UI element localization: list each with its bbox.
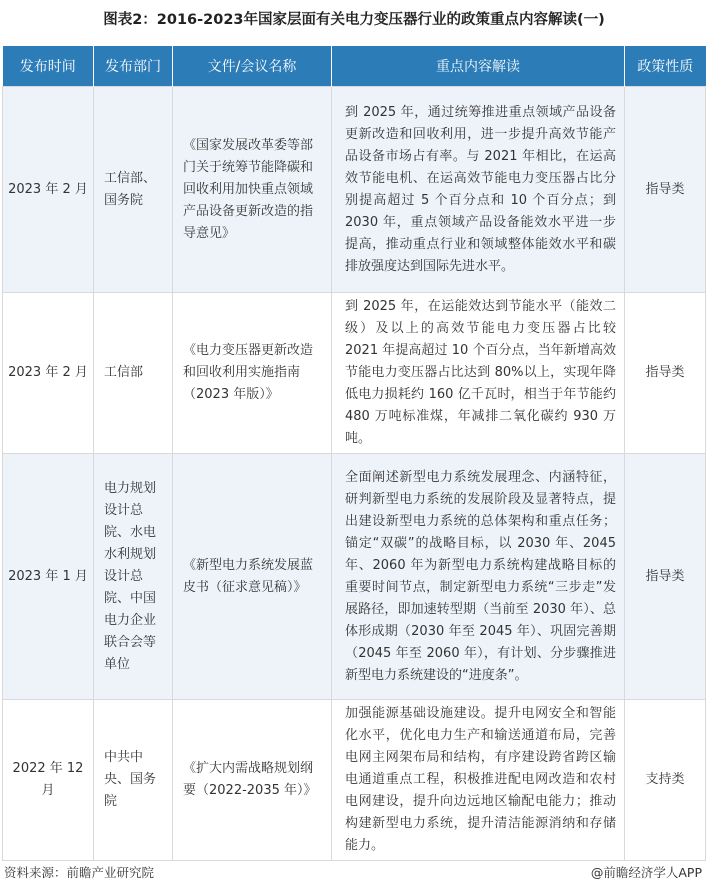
cell-dept: 电力规划设计总院、水电水利规划设计总院、中国电力企业联合会等单位 [94, 454, 173, 700]
cell-dept: 工信部、国务院 [94, 87, 173, 293]
cell-date: 2023 年 2 月 [3, 87, 94, 293]
cell-dept: 中共中央、国务院 [94, 700, 173, 861]
policy-table [2, 46, 706, 861]
cell-nature: 指导类 [625, 87, 706, 293]
brand-text: @前瞻经济学人APP [590, 865, 702, 880]
table-row [3, 700, 706, 861]
cell-doc: 《国家发展改革委等部门关于统筹节能降碳和回收利用加快重点领域产品设备更新改造的指导意见》 [173, 87, 332, 293]
cell-date: 2022 年 12 月 [3, 700, 94, 861]
cell-nature: 支持类 [625, 700, 706, 861]
header-doc: 文件/会议名称 [173, 46, 332, 87]
cell-detail: 全面阐述新型电力系统发展理念、内涵特征，研判新型电力系统的发展阶段及显著特点，提出建设新型电力系统的总体架构和重点任务；锚定“双碳”的战略目标，以 2030 年、2045 年、2060 年为新型电力系统构建战略目标的重要时间节点，制定新型电力系统“三步走”发展路径，即加速转型期（当前至 2030 年）、总体形成期（2030 年至 2045 年）、巩固完善期（2045 年至 2060 年），有计划、分步骤推进新型电力系统建设的“进度条”。 [332, 454, 625, 700]
cell-doc: 《电力变压器更新改造和回收利用实施指南（2023 年版）》 [173, 293, 332, 454]
cell-detail: 到 2025 年，在运能效达到节能水平（能效二级）及以上的高效节能电力变压器占比较 2021 年提高超过 10 个百分点，当年新增高效节能电力变压器占比达到 80%以上，实现年降低电力损耗约 160 亿千瓦时，相当于年节能约 480 万吨标准煤，年减排二氧化碳约 930 万吨。 [332, 293, 625, 454]
cell-doc: 《新型电力系统发展蓝皮书（征求意见稿）》 [173, 454, 332, 700]
header-date: 发布时间 [3, 46, 94, 87]
cell-nature: 指导类 [625, 293, 706, 454]
table-row [3, 87, 706, 293]
cell-date: 2023 年 2 月 [3, 293, 94, 454]
table-title: 图表2：2016-2023年国家层面有关电力变压器行业的政策重点内容解读(一) [103, 12, 605, 28]
header-detail: 重点内容解读 [332, 46, 625, 87]
cell-doc: 《扩大内需战略规划纲要（2022-2035 年）》 [173, 700, 332, 861]
cell-detail: 到 2025 年，通过统筹推进重点领域产品设备更新改造和回收利用，进一步提升高效节能产品设备市场占有率。与 2021 年相比，在运高效节能电机、在运高效节能电力变压器占比分别提高超过 5 个百分点和 10 个百分点；到 2030 年，重点领域产品设备能效水平进一步提高，推动重点行业和领域整体能效水平和碳排放强度达到国际先进水平。 [332, 87, 625, 293]
table-row [3, 454, 706, 700]
source-note: 资料来源：前瞻产业研究院 [4, 865, 155, 880]
table-header-row [3, 46, 706, 87]
header-nature: 政策性质 [625, 46, 706, 87]
table-row [3, 293, 706, 454]
brand-credit [591, 863, 702, 881]
cell-date: 2023 年 1 月 [3, 454, 94, 700]
header-dept: 发布部门 [94, 46, 173, 87]
cell-dept: 工信部 [94, 293, 173, 454]
cell-detail: 加强能源基础设施建设。提升电网安全和智能化水平，优化电力生产和输送通道布局，完善电网主网架布局和结构，有序建设跨省跨区输电通道重点工程，积极推进配电网改造和农村电网建设，提升向边远地区输配电能力；推动构建新型电力系统，提升清洁能源消纳和存储能力。 [332, 700, 625, 861]
cell-nature: 指导类 [625, 454, 706, 700]
